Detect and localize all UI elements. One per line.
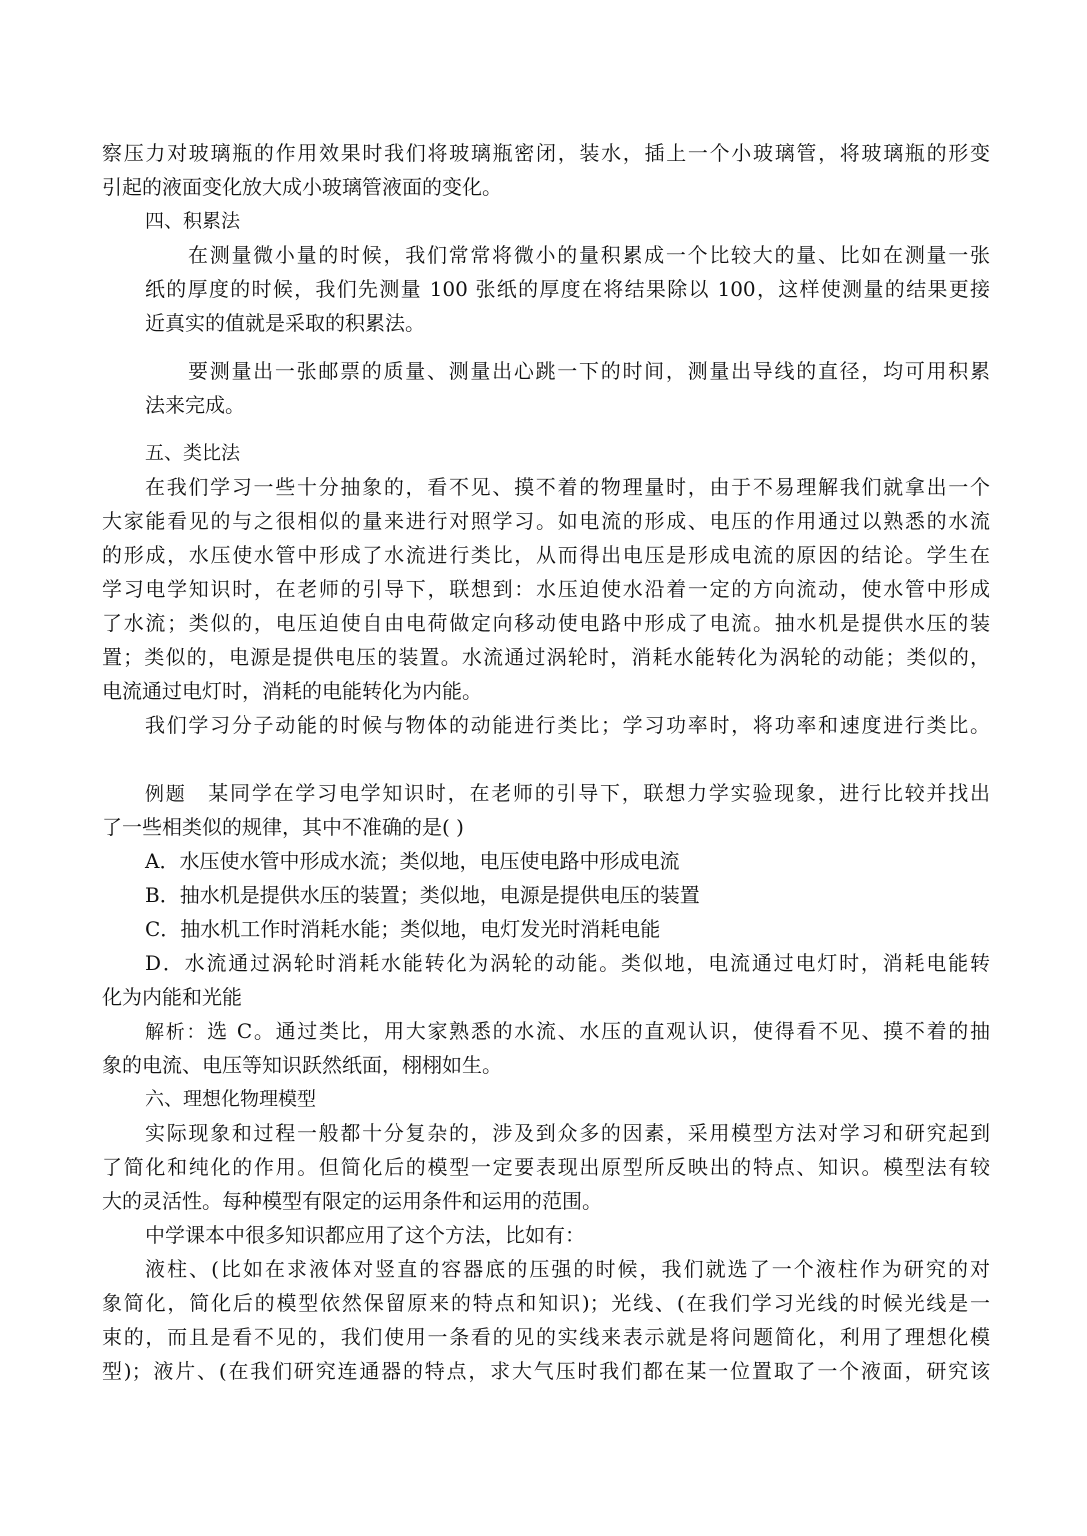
paragraph-line: 学习电学知识时，在老师的引导下，联想到：水压迫使水沿着一定的方向流动，使水管中形成 [102, 577, 990, 601]
paragraph-line: 了简化和纯化的作用。但简化后的模型一定要表现出原型所反映出的特点、知识。模型法有较 [102, 1155, 990, 1179]
paragraph-line: 大的灵活性。每种模型有限定的运用条件和运用的范围。 [102, 1189, 602, 1213]
paragraph-line: 近真实的值就是采取的积累法。 [145, 311, 425, 335]
paragraph-line: 法来完成。 [145, 393, 245, 417]
section-heading-accumulation: 四、积累法 [145, 210, 241, 232]
paragraph-line: 察压力对玻璃瓶的作用效果时我们将玻璃瓶密闭，装水，插上一个小玻璃管，将玻璃瓶的形变 [102, 141, 990, 165]
paragraph-line: 大家能看见的与之很相似的量来进行对照学习。如电流的形成、电压的作用通过以熟悉的水流 [102, 509, 990, 533]
paragraph-line: 我们学习分子动能的时候与物体的动能进行类比；学习功率时，将功率和速度进行类比。 [145, 713, 990, 737]
paragraph-line: 的形成，水压使水管中形成了水流进行类比，从而得出电压是形成电流的原因的结论。学生在 [102, 543, 990, 567]
option-d: D．水流通过涡轮时消耗水能转化为涡轮的动能。类似地，电流通过电灯时，消耗电能转 [145, 951, 990, 975]
paragraph-line: 型)；液片、(在我们研究连通器的特点，求大气压时我们都在某一位置取了一个液面，研究该 [102, 1359, 990, 1383]
paragraph-line: 束的，而且是看不见的，我们使用一条看的见的实线来表示就是将问题简化，利用了理想化模 [102, 1325, 990, 1349]
document-body [102, 136, 990, 1388]
analysis-label: 解析： [145, 1021, 208, 1043]
option-a: A．水压使水管中形成水流；类似地，电压使电路中形成电流 [145, 849, 680, 873]
paragraph-line: 在测量微小量的时候，我们常常将微小的量积累成一个比较大的量、比如在测量一张 [188, 243, 990, 267]
paragraph-line: 要测量出一张邮票的质量、测量出心跳一下的时间，测量出导线的直径，均可用积累 [188, 359, 990, 383]
paragraph-line: 置；类似的，电源是提供电压的装置。水流通过涡轮时，消耗水能转化为涡轮的动能；类似的， [102, 645, 990, 669]
paragraph-line: 引起的液面变化放大成小玻璃管液面的变化。 [102, 175, 502, 199]
paragraph-line: 了水流；类似的，电压迫使自由电荷做定向移动使电路中形成了电流。抽水机是提供水压的装 [102, 611, 990, 635]
option-b: B．抽水机是提供水压的装置；类似地，电源是提供电压的装置 [145, 883, 700, 907]
analysis-line: 象的电流、电压等知识跃然纸面，栩栩如生。 [102, 1053, 502, 1077]
example-question-line: 了一些相类似的规律，其中不准确的是( ) [102, 815, 464, 839]
example-label: 例题 [145, 783, 187, 805]
paragraph-line: 象简化，简化后的模型依然保留原来的特点和知识)；光线、(在我们学习光线的时候光线是一 [102, 1291, 990, 1315]
option-d-continued: 化为内能和光能 [102, 985, 242, 1009]
paragraph-line: 电流通过电灯时，消耗的电能转化为内能。 [102, 679, 482, 703]
example-question-text: 某同学在学习电学知识时，在老师的引导下，联想力学实验现象，进行比较并找出 [208, 781, 990, 805]
example-question-line [102, 776, 990, 810]
paragraph-line: 纸的厚度的时候，我们先测量 100 张纸的厚度在将结果除以 100，这样使测量的结果更接 [145, 277, 990, 301]
analysis-text: 选 C。通过类比，用大家熟悉的水流、水压的直观认识，使得看不见、摸不着的抽 [207, 1019, 990, 1043]
analysis-line [102, 1014, 990, 1048]
paragraph-line: 中学课本中很多知识都应用了这个方法，比如有： [145, 1223, 585, 1247]
section-heading-ideal-model: 六、理想化物理模型 [145, 1088, 317, 1110]
paragraph-line: 在我们学习一些十分抽象的，看不见、摸不着的物理量时，由于不易理解我们就拿出一个 [145, 475, 990, 499]
option-c: C．抽水机工作时消耗水能；类似地，电灯发光时消耗电能 [145, 917, 661, 941]
paragraph-line: 液柱、(比如在求液体对竖直的容器底的压强的时候，我们就选了一个液柱作为研究的对 [145, 1257, 990, 1281]
paragraph-line: 实际现象和过程一般都十分复杂的，涉及到众多的因素，采用模型方法对学习和研究起到 [145, 1121, 990, 1145]
section-heading-analogy: 五、类比法 [145, 442, 241, 464]
